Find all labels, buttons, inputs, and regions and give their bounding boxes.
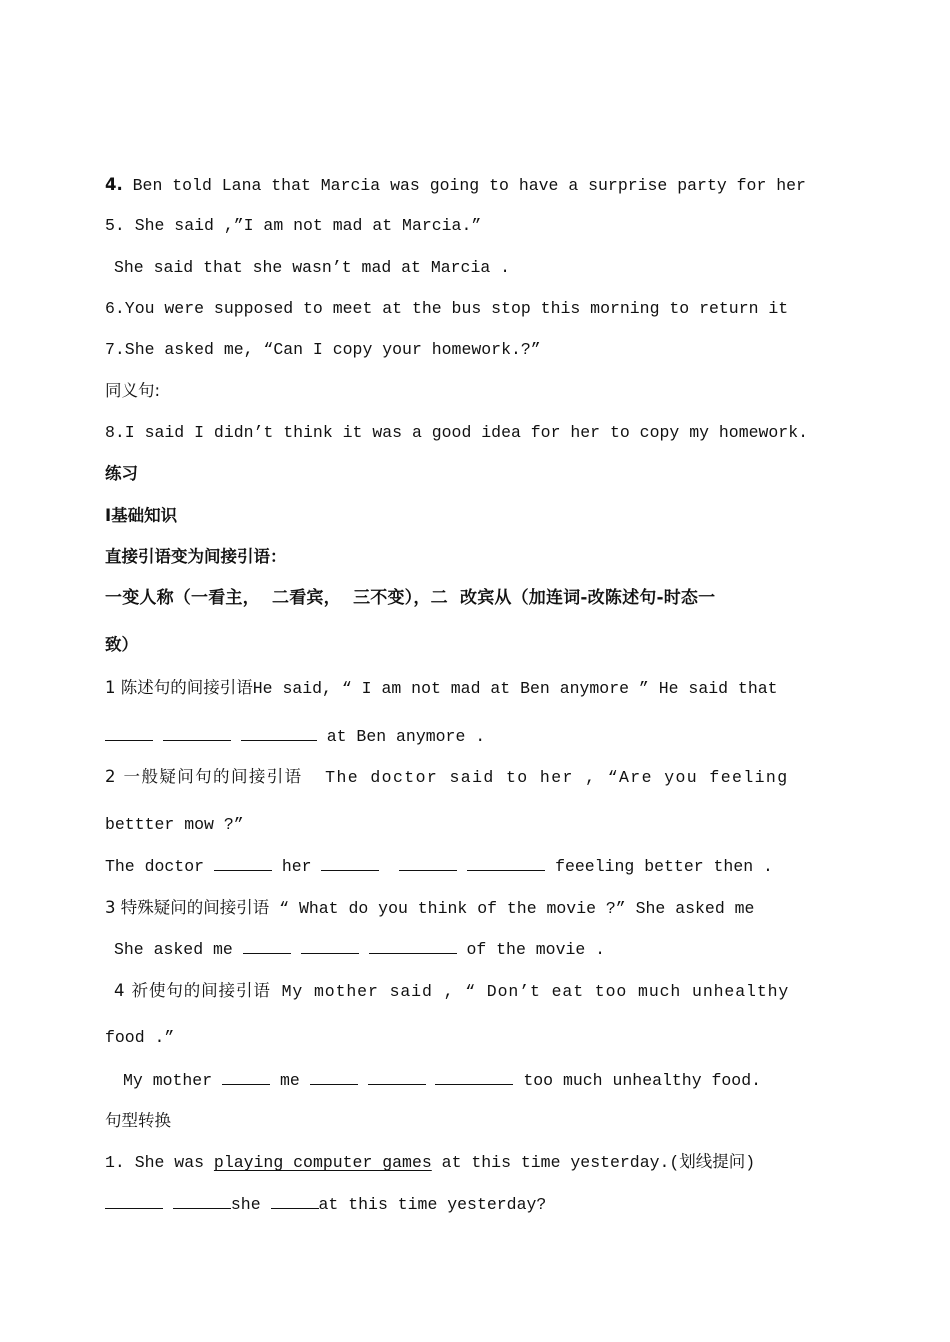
question-1-title: 1 陈述句的间接引语	[105, 678, 253, 697]
answer-blank[interactable]	[271, 1193, 319, 1209]
question-4-answer-tail: too much unhealthy food.	[523, 1071, 762, 1090]
sentence-8: 8.I said I didn’t think it was a good idea for her to copy my homework.	[105, 423, 809, 442]
heading-direct-to-indirect: 直接引语变为间接引语：	[105, 547, 287, 566]
answer-blank[interactable]	[321, 855, 379, 871]
question-2-answer-her: her	[281, 857, 312, 876]
answer-blank[interactable]	[105, 1193, 163, 1209]
question-4-prompt: My mother said , “ Don’t eat too much unhealthy	[281, 982, 790, 1001]
question-3-title: 3 特殊疑问的间接引语	[105, 898, 270, 917]
heading-basic-knowledge: I基础知识	[105, 506, 178, 525]
transform-1-answer	[105, 1193, 546, 1216]
sentence-5-indirect: She said that she wasn’t mad at Marcia .	[114, 258, 511, 277]
question-2-answer	[105, 855, 773, 878]
answer-blank[interactable]	[399, 855, 457, 871]
answer-blank[interactable]	[163, 725, 231, 741]
answer-blank[interactable]	[105, 725, 153, 741]
question-2-prompt: The doctor said to her , “Are you feeling	[325, 768, 789, 787]
question-2-title: 2 一般疑问句的间接引语	[105, 767, 303, 786]
synonym-label: 同义句:	[105, 381, 161, 400]
question-2-prompt-cont: bettter mow ?”	[105, 815, 244, 834]
heading-sentence-transform: 句型转换	[105, 1111, 171, 1130]
question-1-prompt: He said, “ I am not mad at Ben anymore ” He said that	[252, 679, 778, 698]
question-4-prompt-cont: food .”	[105, 1028, 175, 1047]
sentence-4-number: 4.	[105, 175, 123, 194]
answer-blank[interactable]	[467, 855, 545, 871]
answer-blank[interactable]	[241, 725, 317, 741]
transform-1-tail: at this time yesterday.(划线提问)	[431, 1153, 756, 1172]
answer-blank[interactable]	[214, 855, 272, 871]
question-1-answer-tail: at Ben anymore .	[326, 727, 486, 746]
question-3	[105, 897, 754, 920]
question-4-title: 4 祈使句的间接引语	[114, 981, 271, 1000]
transform-1	[105, 1152, 755, 1174]
question-2-answer-tail: feeeling better then .	[555, 857, 773, 876]
question-2-answer-head: The doctor	[105, 857, 205, 876]
heading-rule-line-2: 致）	[105, 635, 138, 654]
answer-blank[interactable]	[173, 1193, 231, 1209]
answer-blank[interactable]	[310, 1069, 358, 1085]
sentence-4-text: Ben told Lana that Marcia was going to have a surprise party for her	[122, 176, 806, 195]
question-4-answer-head: My mother	[123, 1071, 213, 1090]
heading-rule-line-1: 一变人称（一看主， 二看宾， 三不变），二 改宾从（加连词-改陈述句-时态一	[105, 588, 716, 608]
question-3-prompt: “ What do you think of the movie ?” She asked me	[279, 899, 755, 918]
sentence-7: 7.She asked me, “Can I copy your homework.?”	[105, 340, 541, 359]
question-2	[105, 766, 789, 789]
transform-1-head: 1. She was	[105, 1153, 214, 1172]
sentence-4	[105, 174, 806, 197]
question-3-answer-tail: of the movie .	[466, 940, 606, 959]
answer-blank[interactable]	[368, 1069, 426, 1085]
answer-blank[interactable]	[301, 938, 359, 954]
answer-blank[interactable]	[222, 1069, 270, 1085]
question-1	[105, 677, 778, 700]
question-3-answer	[114, 938, 605, 961]
question-4	[114, 980, 789, 1003]
heading-practice: 练习	[105, 464, 138, 483]
question-1-answer	[105, 725, 485, 748]
transform-1-answer-she: she	[230, 1195, 261, 1214]
answer-blank[interactable]	[435, 1069, 513, 1085]
answer-blank[interactable]	[243, 938, 291, 954]
answer-blank[interactable]	[369, 938, 457, 954]
question-4-answer	[123, 1069, 761, 1092]
sentence-5: 5. She said ,”I am not mad at Marcia.”	[105, 216, 482, 235]
question-4-answer-me: me	[279, 1071, 300, 1090]
transform-1-underlined: playing computer games	[213, 1153, 432, 1172]
sentence-6: 6.You were supposed to meet at the bus stop this morning to return it	[105, 299, 789, 318]
transform-1-answer-tail: at this time yesterday?	[318, 1195, 547, 1214]
question-3-answer-head: She asked me	[114, 940, 233, 959]
